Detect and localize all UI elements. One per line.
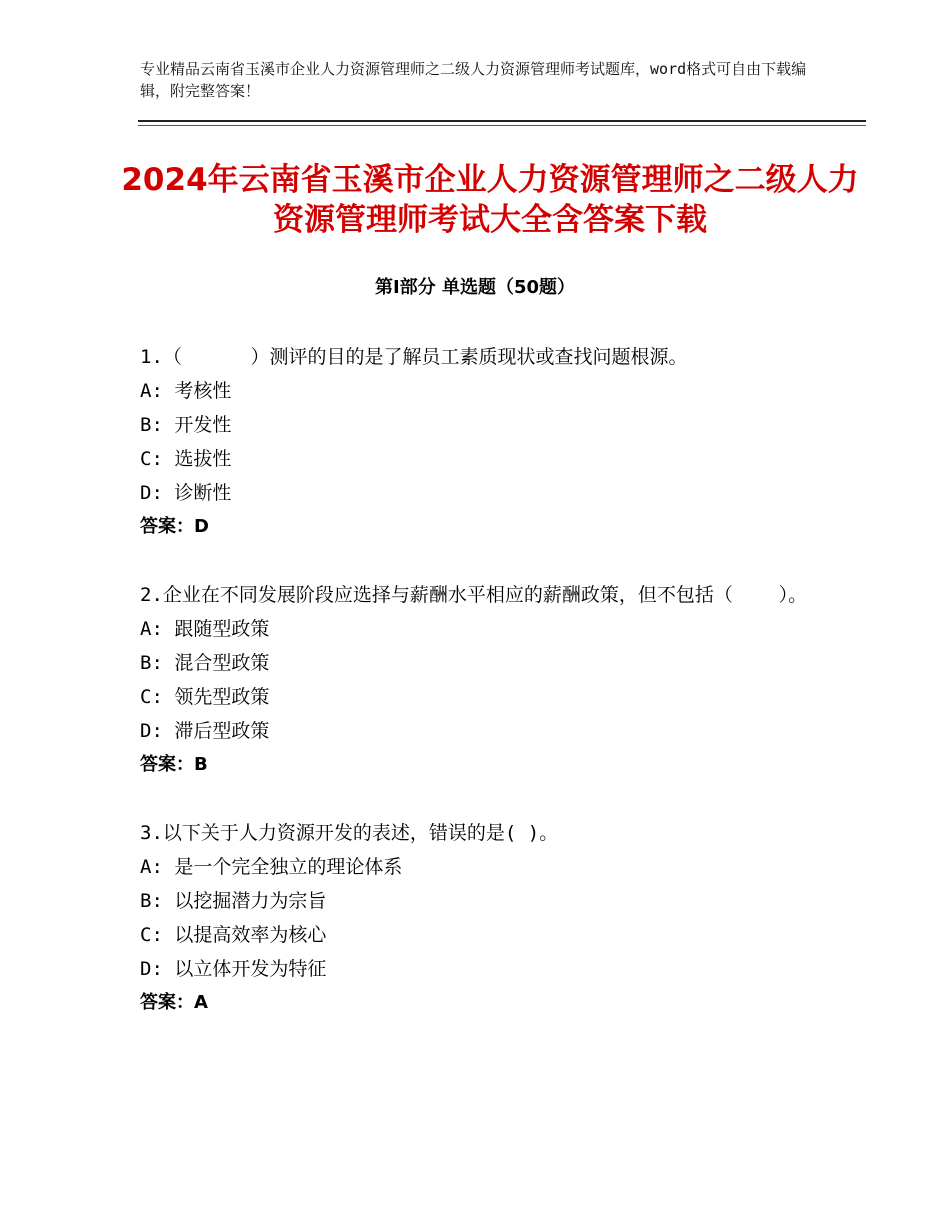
question-3 xyxy=(140,816,820,1020)
header-rule-thick xyxy=(138,120,866,122)
question-stem: 2.企业在不同发展阶段应选择与薪酬水平相应的薪酬政策，但不包括（ ）。 xyxy=(140,584,808,606)
option-a: A: 是一个完全独立的理论体系 xyxy=(140,856,403,878)
question-stem: 1.（ ）测评的目的是了解员工素质现状或查找问题根源。 xyxy=(140,346,688,368)
answer-label: 答案：A xyxy=(140,992,208,1013)
option-b: B: 开发性 xyxy=(140,414,232,436)
section-title: 第Ⅰ部分 单选题（50题） xyxy=(374,277,575,298)
answer-label: 答案：B xyxy=(140,754,208,775)
header-rule-thin xyxy=(138,125,866,126)
question-stem: 3.以下关于人力资源开发的表述，错误的是( )。 xyxy=(140,822,559,844)
option-c: C: 领先型政策 xyxy=(140,686,270,708)
answer-label: 答案：D xyxy=(140,516,209,537)
option-d: D: 滞后型政策 xyxy=(140,720,270,742)
question-1 xyxy=(140,340,820,544)
option-c: C: 以提高效率为核心 xyxy=(140,924,327,946)
question-list xyxy=(140,340,820,1054)
question-2 xyxy=(140,578,820,782)
option-a: A: 跟随型政策 xyxy=(140,618,270,640)
option-b: B: 混合型政策 xyxy=(140,652,270,674)
option-a: A: 考核性 xyxy=(140,380,232,402)
document-title: 2024年云南省玉溪市企业人力资源管理师之二级人力资源管理师考试大全含答案下载 xyxy=(121,162,859,238)
option-d: D: 以立体开发为特征 xyxy=(140,958,327,980)
option-b: B: 以挖掘潜力为宗旨 xyxy=(140,890,327,912)
option-c: C: 选拔性 xyxy=(140,448,232,470)
option-d: D: 诊断性 xyxy=(140,482,232,504)
header-note: 专业精品云南省玉溪市企业人力资源管理师之二级人力资源管理师考试题库，word格式可自由下载编辑，附完整答案！ xyxy=(140,60,807,100)
